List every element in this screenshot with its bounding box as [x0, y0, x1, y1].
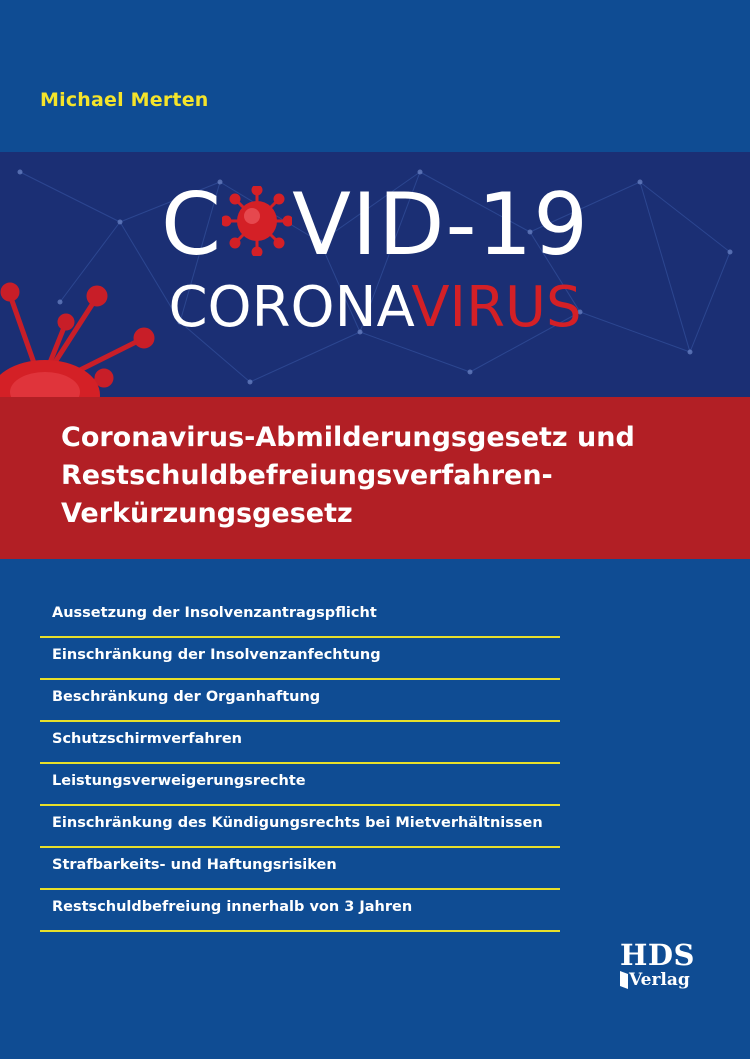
- title-coronavirus: [0, 275, 750, 340]
- title-banner: [0, 152, 750, 397]
- title-corona: CORONA: [168, 275, 412, 340]
- title-virus: VIRUS: [411, 275, 582, 340]
- feature-label: Einschränkung des Kündigungsrechts bei Mietverhältnissen: [52, 815, 543, 831]
- feature-list: [40, 596, 560, 932]
- feature-label: Leistungsverweigerungsrechte: [52, 773, 306, 789]
- feature-label: Aussetzung der Insolvenzantragspflicht: [52, 605, 377, 621]
- publisher-flag-icon: [620, 971, 628, 989]
- feature-label: Beschränkung der Organhaftung: [52, 689, 321, 705]
- list-item: [40, 722, 560, 764]
- divider: [40, 930, 560, 932]
- list-item: [40, 890, 560, 932]
- list-item: [40, 806, 560, 848]
- author-name: Michael Merten: [40, 89, 209, 111]
- feature-label: Schutzschirmverfahren: [52, 731, 242, 747]
- list-item: [40, 596, 560, 638]
- title-covid-prefix: C: [161, 175, 223, 275]
- list-item: [40, 764, 560, 806]
- publisher-top: HDS: [620, 938, 695, 972]
- title-covid-suffix: VID-19: [292, 175, 589, 275]
- subtitle-box: [0, 397, 750, 559]
- subtitle-text: Coronavirus-Abmilderungsgesetz und Restschuldbefreiungsverfahren-Verkürzungsgesetz: [61, 422, 635, 529]
- virus-icon: [222, 186, 292, 256]
- list-item: [40, 848, 560, 890]
- feature-label: Restschuldbefreiung innerhalb von 3 Jahren: [52, 899, 413, 915]
- title-covid: [0, 175, 750, 275]
- feature-label: Strafbarkeits- und Haftungsrisiken: [52, 857, 337, 873]
- list-item: [40, 638, 560, 680]
- publisher-logo: [620, 940, 695, 990]
- list-item: [40, 680, 560, 722]
- publisher-bottom: [620, 970, 695, 990]
- publisher-bottom-text: Verlag: [629, 970, 690, 990]
- feature-label: Einschränkung der Insolvenzanfechtung: [52, 647, 381, 663]
